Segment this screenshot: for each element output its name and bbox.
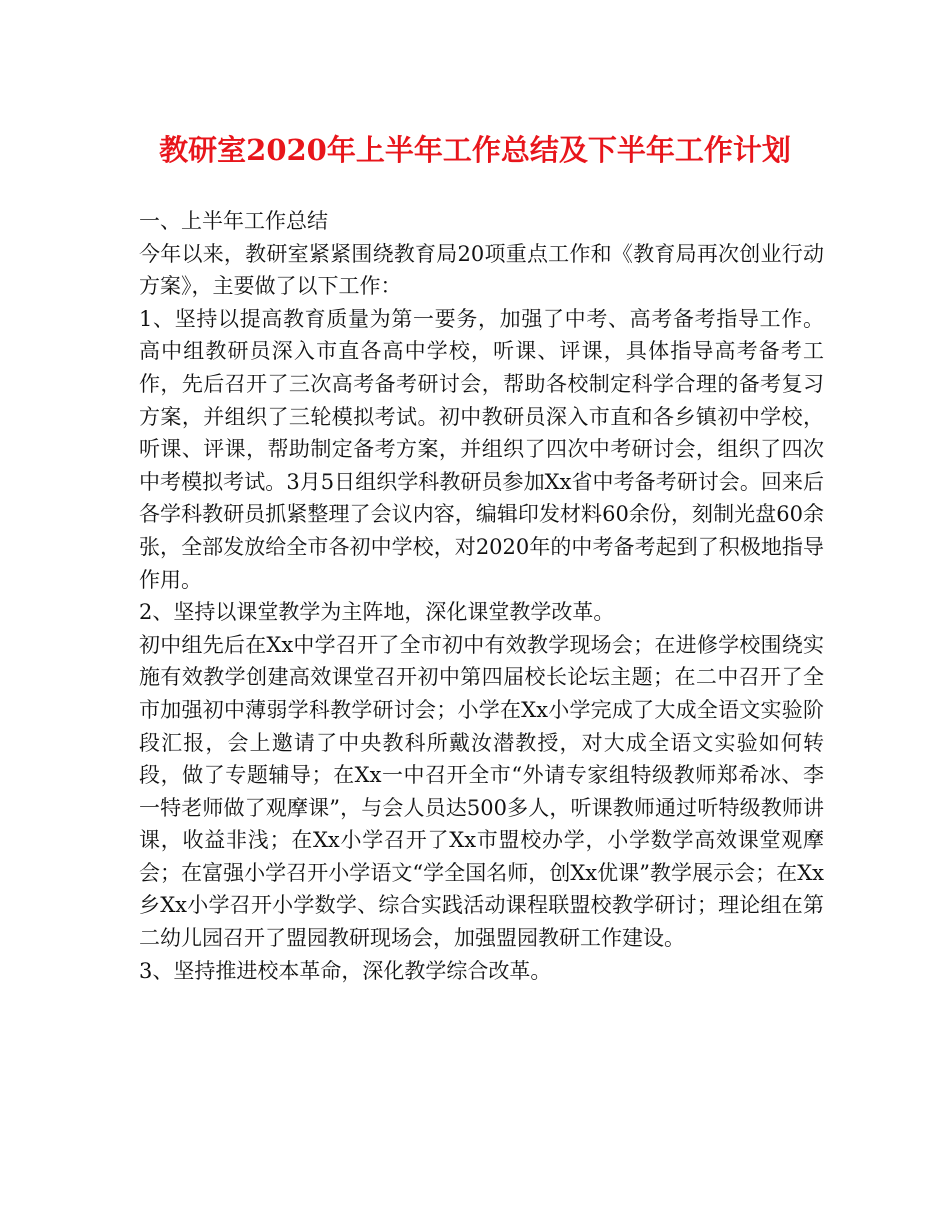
document-title: 教研室2020年上半年工作总结及下半年工作计划 [159,133,791,167]
paragraph: 2、坚持以课堂教学为主阵地，深化课堂教学改革。 [139,600,615,625]
paragraph: 1、坚持以提高教育质量为第一要务，加强了中考、高考备考指导工作。高中组教研员深入市直各高中学校，听课、评课，具体指导高考备考工作，先后召开了三次高考备考研讨会，帮助各校制定科学合理的备考复习方案，并组织了三轮模拟考试。初中教研员深入市直和各乡镇初中学校，听课、评课，帮助制定备考方案，并组织了四次中考研讨会，组织了四次中考模拟考试。3月5日组织学科教研员参加Xx省中考备考研讨会。回来后各学科教研员抓紧整理了会议内容，编辑印发材料60余份，刻制光盘60余张，全部发放给全市各初中学校，对2020年的中考备考起到了积极地指导作用。 [139,306,824,592]
document-body [139,205,824,987]
paragraph: 3、坚持推进校本革命，深化教学综合改革。 [139,958,552,983]
paragraph: 今年以来，教研室紧紧围绕教育局20项重点工作和《教育局再次创业行动方案》，主要做了以下工作： [139,241,824,299]
paragraph: 初中组先后在Xx中学召开了全市初中有效教学现场会；在进修学校围绕实施有效教学创建高效课堂召开初中第四届校长论坛主题；在二中召开了全市加强初中薄弱学科教学研讨会；小学在Xx小学完成了大成全语文实验阶段汇报，会上邀请了中央教科所戴汝潜教授，对大成全语文实验如何转段，做了专题辅导；在Xx一中召开全市“外请专家组特级教师郑希冰、李一特老师做了观摩课”，与会人员达500多人，听课教师通过听特级教师讲课，收益非浅；在Xx小学召开了Xx市盟校办学，小学数学高效课堂观摩会；在富强小学召开小学语文“学全国名师，创Xx优课”教学展示会；在Xx乡Xx小学召开小学数学、综合实践活动课程联盟校教学研讨；理论组在第二幼儿园召开了盟园教研现场会，加强盟园教研工作建设。 [139,632,824,951]
section-heading: 一、上半年工作总结 [139,209,328,233]
